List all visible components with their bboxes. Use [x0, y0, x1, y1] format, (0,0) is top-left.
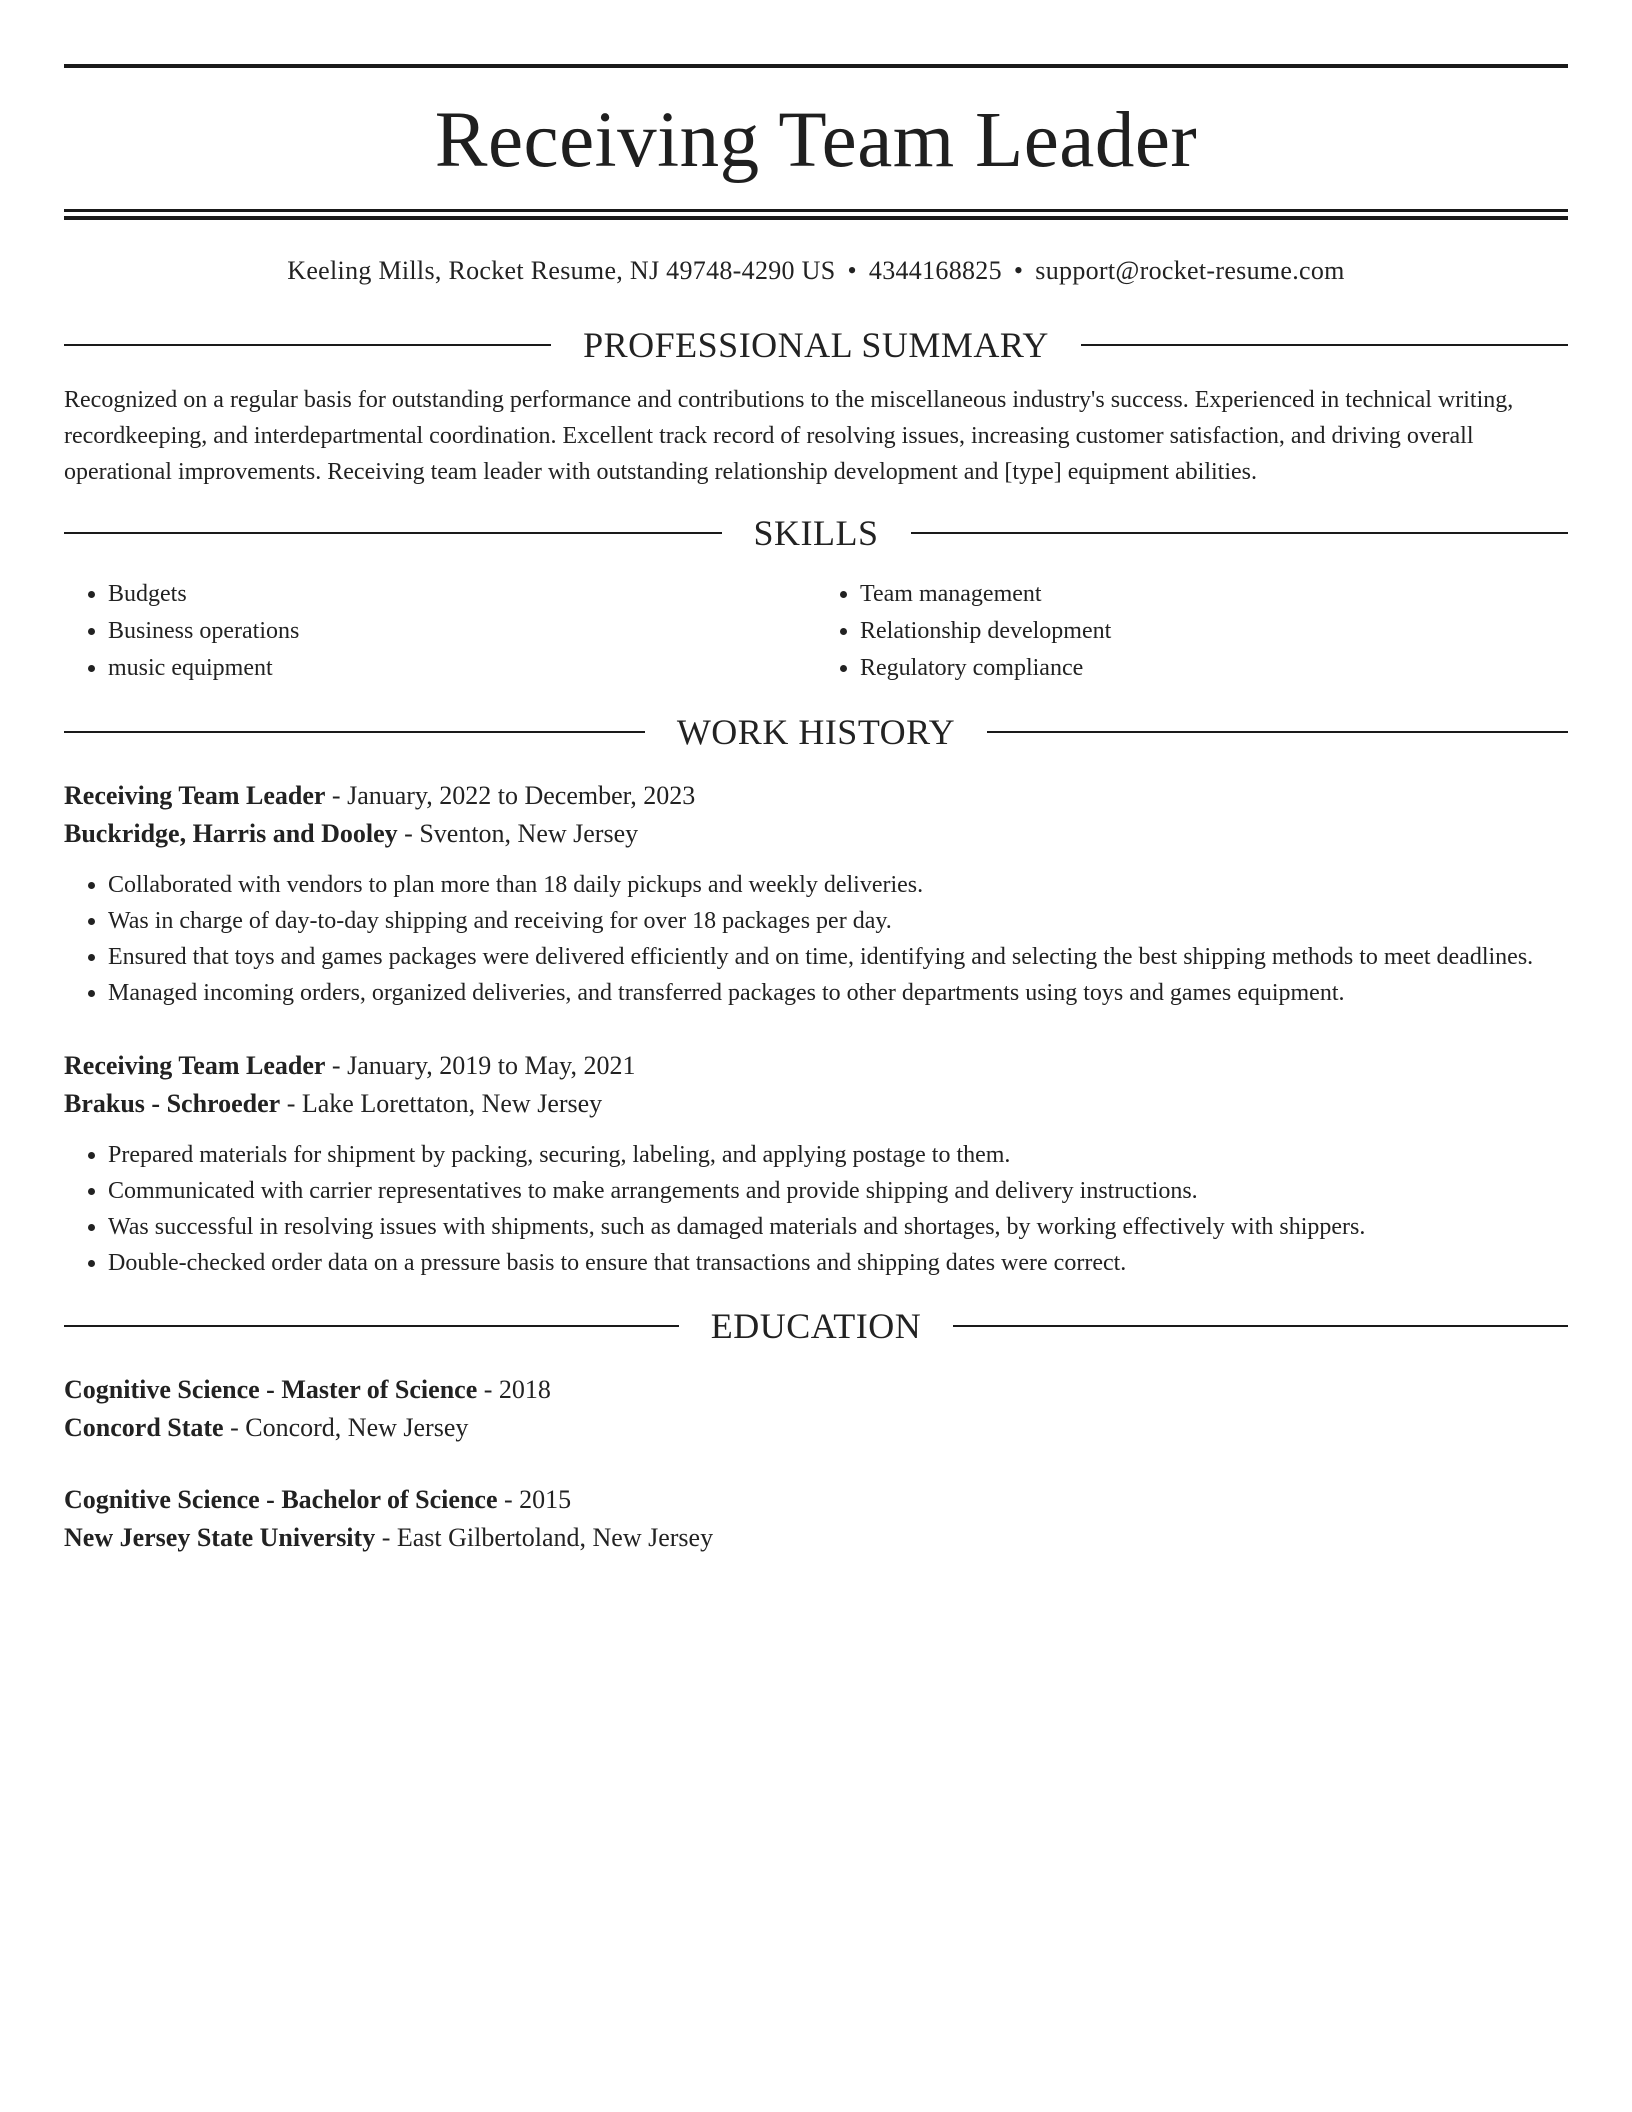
job-location: - Lake Lorettaton, New Jersey: [280, 1089, 603, 1118]
education-entry: [64, 1371, 1568, 1447]
job-bullet: • Double-checked order data on a pressure basis to ensure that transactions and shipping dates were correct.: [108, 1245, 1568, 1281]
skill-item: • Regulatory compliance: [860, 650, 1568, 687]
job-bullet: • Ensured that toys and games packages were delivered efficiently and on time, identifying and selecting the best shipping methods to meet deadlines.: [108, 939, 1568, 975]
job-company-line: [64, 1085, 1568, 1123]
section-title: PROFESSIONAL SUMMARY: [583, 325, 1049, 365]
section-title: SKILLS: [753, 513, 879, 553]
skill-item: • Relationship development: [860, 613, 1568, 650]
education-degree-line: [64, 1371, 1568, 1409]
section-rule-right: [1081, 344, 1568, 346]
job-bullet: • Was successful in resolving issues with shipments, such as damaged materials and shortages, by working effectively with shippers.: [108, 1209, 1568, 1245]
job-bullet: • Prepared materials for shipment by packing, securing, labeling, and applying postage to them.: [108, 1137, 1568, 1173]
section-header-education: [64, 1305, 1568, 1347]
section-rule-left: [64, 731, 645, 733]
section-header-summary: [64, 324, 1568, 366]
education-degree: Cognitive Science - Master of Science: [64, 1375, 478, 1404]
education-school: New Jersey State University: [64, 1523, 376, 1552]
job-bullets: [64, 867, 1568, 1011]
contact-email: support@rocket-resume.com: [1035, 256, 1345, 285]
job-bullet: • Was in charge of day-to-day shipping and receiving for over 18 packages per day.: [108, 903, 1568, 939]
education-location: - East Gilbertoland, New Jersey: [375, 1523, 714, 1552]
contact-address: Keeling Mills, Rocket Resume, NJ 49748-4290 US: [287, 256, 836, 285]
top-rule: [64, 64, 1568, 68]
education-year: - 2018: [477, 1375, 551, 1404]
skill-item: • Business operations: [108, 613, 816, 650]
skills-list: [64, 576, 1568, 687]
job-bullet: • Collaborated with vendors to plan more than 18 daily pickups and weekly deliveries.: [108, 867, 1568, 903]
resume-title: Receiving Team Leader: [434, 97, 1198, 184]
education-school-line: [64, 1409, 1568, 1447]
job-entry: [64, 1047, 1568, 1281]
job-location: - Sventon, New Jersey: [397, 819, 639, 848]
job-bullets: [64, 1137, 1568, 1281]
contact-line: [64, 256, 1568, 286]
section-rule-right: [953, 1325, 1568, 1327]
education-school-line: [64, 1519, 1568, 1557]
section-rule-left: [64, 1325, 679, 1327]
section-header-skills: [64, 512, 1568, 554]
contact-separator: •: [1013, 256, 1024, 285]
education-year: - 2015: [497, 1485, 572, 1514]
skill-item: • Team management: [860, 576, 1568, 613]
education-school: Concord State: [64, 1413, 224, 1442]
section-header-work: [64, 711, 1568, 753]
job-title: Receiving Team Leader: [64, 781, 326, 810]
skill-item: • Budgets: [108, 576, 816, 613]
job-company-line: [64, 815, 1568, 853]
section-title: EDUCATION: [710, 1306, 922, 1346]
section-rule-left: [64, 344, 551, 346]
job-entry: [64, 777, 1568, 1011]
education-location: - Concord, New Jersey: [223, 1413, 469, 1442]
job-title-line: [64, 1047, 1568, 1085]
contact-separator: •: [847, 256, 857, 285]
section-rule-right: [987, 731, 1568, 733]
skills-column-right: [816, 576, 1568, 687]
job-dates: - January, 2022 to December, 2023: [325, 781, 696, 810]
contact-phone: 4344168825: [868, 256, 1002, 285]
job-bullet: • Communicated with carrier representatives to make arrangements and provide shipping and delivery instructions.: [108, 1173, 1568, 1209]
section-title: WORK HISTORY: [676, 712, 956, 752]
skill-item: • music equipment: [108, 650, 816, 687]
summary-text: Recognized on a regular basis for outstanding performance and contributions to the miscellaneous industry's success. Experienced in technical writing, recordkeeping, and interdepartmental coordination. Excellent track record of resolving issues, increasing customer satisfaction, and driving overall operational improvements. Receiving team leader with outstanding relationship development and [type] equipment abilities.: [64, 387, 1514, 485]
education-entry: [64, 1481, 1568, 1557]
education-degree-line: [64, 1481, 1568, 1519]
education-degree: Cognitive Science - Bachelor of Science: [64, 1485, 498, 1514]
job-company: Buckridge, Harris and Dooley: [64, 819, 398, 848]
job-bullet: • Managed incoming orders, organized deliveries, and transferred packages to other departments using toys and games equipment.: [108, 975, 1568, 1011]
title-double-rule: [64, 209, 1568, 220]
section-rule-left: [64, 532, 722, 534]
job-dates: - January, 2019 to May, 2021: [325, 1051, 636, 1080]
job-title-line: [64, 777, 1568, 815]
job-title: Receiving Team Leader: [64, 1051, 326, 1080]
job-company: Brakus - Schroeder: [64, 1089, 281, 1118]
resume-page: [64, 64, 1568, 1557]
section-rule-right: [911, 532, 1569, 534]
skills-column-left: [64, 576, 816, 687]
